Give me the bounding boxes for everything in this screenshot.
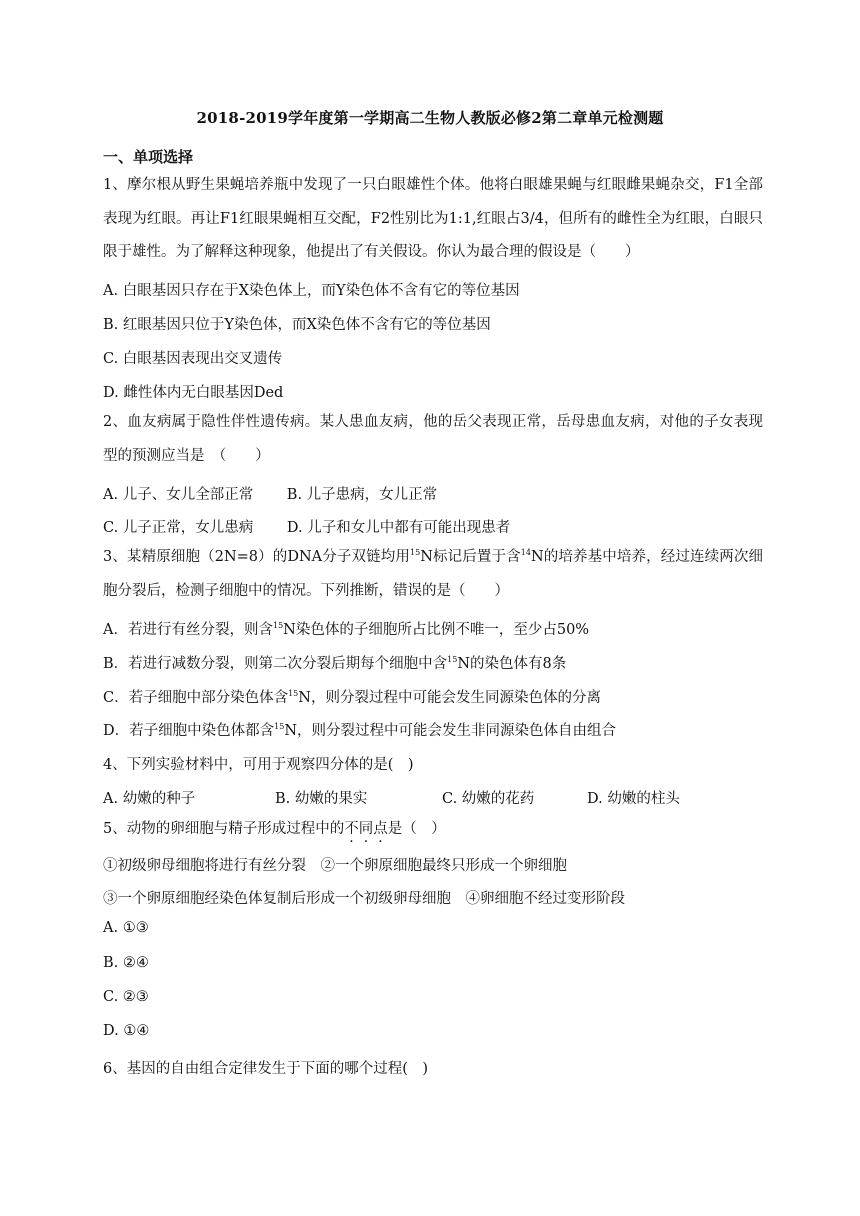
question-5-option-b: B. ②④ <box>103 955 149 971</box>
question-4-option-a: A. 幼嫩的种子 <box>103 791 196 807</box>
question-5-statements-2: ③一个卵原细胞经染色体复制后形成一个初级卵母细胞 ④卵细胞不经过变形阶段 <box>103 891 625 907</box>
question-4-stem: 4、下列实验材料中，可用于观察四分体的是( ) <box>103 757 414 773</box>
question-2-options-cd: C. 儿子正常，女儿患病 D. 儿子和女儿中都有可能出现患者 <box>103 520 511 536</box>
question-5-option-d: D. ①④ <box>103 1023 150 1039</box>
question-5-option-a: A. ①③ <box>103 920 149 936</box>
question-2-stem: 2、血友病属于隐性伴性遗传病。某人患血友病，他的岳父表现正常，岳母患血友病，对他的子女表现型的预测应当是 （ ） <box>103 414 763 464</box>
question-3-option-c: C．若子细胞中部分染色体含$^{15}$N，则分裂过程中可能会发生同源染色体的分离 <box>103 689 601 706</box>
question-5-statements-1: ①初级卵母细胞将进行有丝分裂 ②一个卵原细胞最终只形成一个卵细胞 <box>103 858 567 874</box>
question-6-stem: 6、基因的自由组合定律发生于下面的哪个过程( ) <box>103 1061 429 1077</box>
emphasis-dot-char: 点 <box>373 821 388 837</box>
emphasis-dot-char: 同 <box>358 821 374 837</box>
emphasis-dot-char: 不 <box>344 821 359 837</box>
question-5-stem: 5、动物的卵细胞与精子形成过程中的不同点是（ ） <box>103 821 446 837</box>
question-5-option-c: C. ②③ <box>103 989 149 1005</box>
question-1-stem: 1、摩尔根从野生果蝇培养瓶中发现了一只白眼雄性个体。他将白眼雄果蝇与红眼雌果蝇杂交，F1全部表现为红眼。再让F1红眼果蝇相互交配，F2性别比为1:1,红眼占3/4，但所有的雌性全为红眼，白眼只限于雄性。为了解释这种现象，他提出了有关假设。你认为最合理的假设是（ ） <box>103 177 763 260</box>
question-1-option-b: B. 红眼基因只位于Y染色体，而X染色体不含有它的等位基因 <box>103 317 491 333</box>
question-3-option-b: B．若进行减数分裂，则第二次分裂后期每个细胞中含$^{15}$N的染色体有8条 <box>103 655 567 672</box>
document-title: 2018-2019学年度第一学期高二生物人教版必修2第二章单元检测题 <box>196 109 664 127</box>
question-4-option-b: B. 幼嫩的果实 <box>275 791 368 807</box>
question-1-option-c: C. 白眼基因表现出交叉遗传 <box>103 351 283 367</box>
question-1-option-d: D. 雌性体内无白眼基因Ded <box>103 385 284 401</box>
question-2-options-ab: A. 儿子、女儿全部正常 B. 儿子患病，女儿正常 <box>103 487 438 503</box>
question-3-option-d: D．若子细胞中染色体都含$^{15}$N，则分裂过程中可能会发生非同源染色体自由组合 <box>103 722 616 739</box>
section-heading: 一、单项选择 <box>103 148 194 166</box>
question-4-option-d: D. 幼嫩的柱头 <box>587 791 680 807</box>
question-4-option-c: C. 幼嫩的花药 <box>442 791 535 807</box>
question-1-option-a: A. 白眼基因只存在于X染色体上，而Y染色体不含有它的等位基因 <box>103 283 520 299</box>
question-3-stem: 3、某精原细胞（2N=8）的DNA分子双链均用$^{15}$N标记后置于含$^{14}$N的培养基中培养，经过连续两次细胞分裂后，检测子细胞中的情况。下列推断，错误的是（ ） <box>103 548 764 599</box>
question-3-option-a: A．若进行有丝分裂，则含$^{15}$N染色体的子细胞所占比例不唯一，至少占50% <box>103 621 590 638</box>
